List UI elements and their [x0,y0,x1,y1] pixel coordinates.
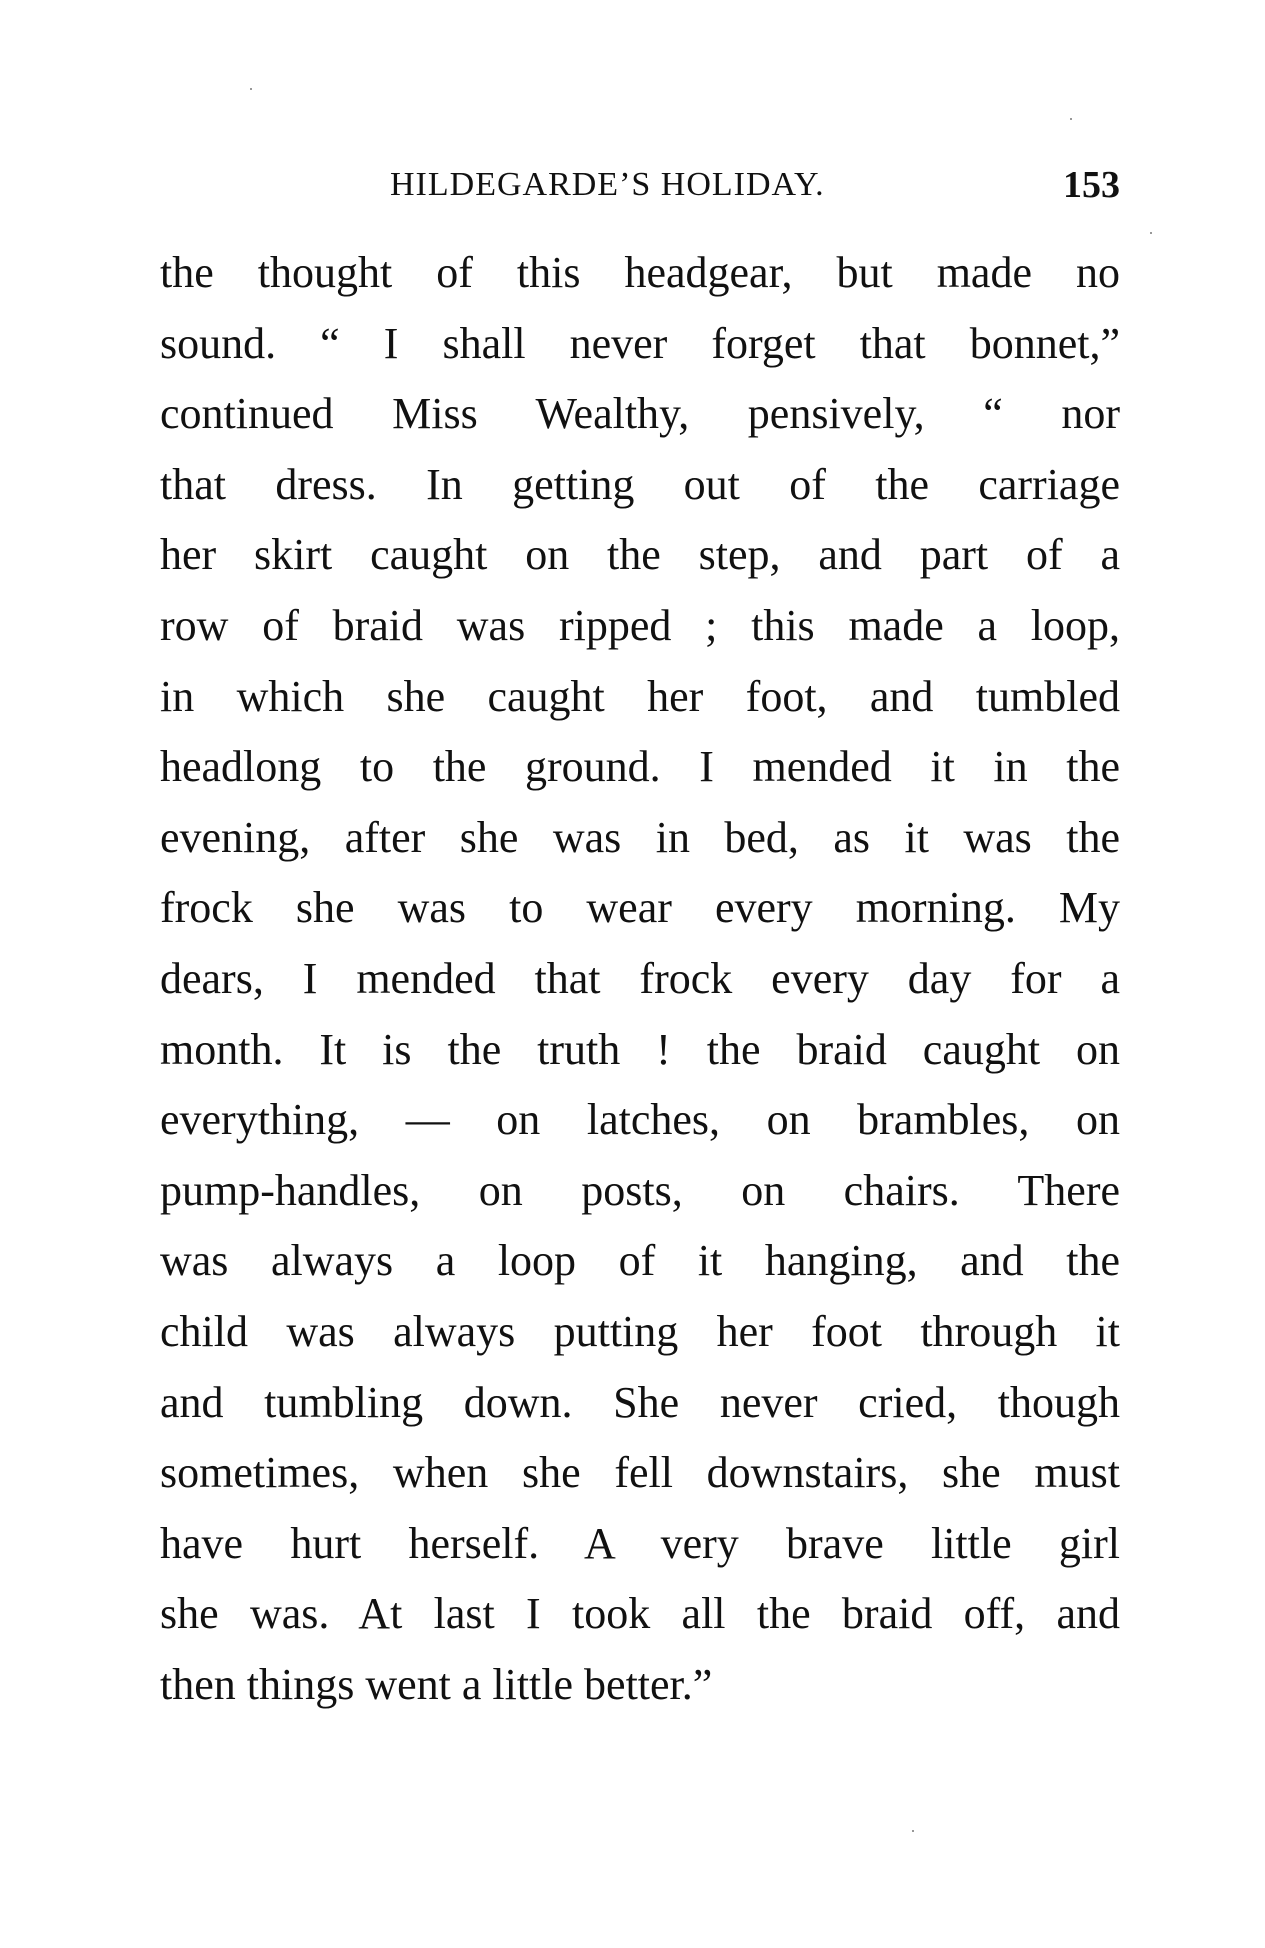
text-line: sometimes, when she fell downstairs, she must [160,1448,1120,1498]
text-line: month. It is the truth ! the braid caught on [160,1024,1120,1074]
text-line: sound. “ I shall never forget that bonnet,” [160,318,1120,368]
text-line: in which she caught her foot, and tumbled [160,671,1120,721]
text-line: child was always putting her foot through it [160,1306,1120,1356]
text-line: and tumbling down. She never cried, though [160,1377,1120,1427]
text-line: headlong to the ground. I mended it in the [160,742,1120,792]
text-line: continued Miss Wealthy, pensively, “ nor [160,389,1120,439]
text-line: her skirt caught on the step, and part of a [160,530,1120,580]
text-line: was always a loop of it hanging, and the [160,1236,1120,1286]
paper-speck [250,88,252,90]
text-line: pump-handles, on posts, on chairs. There [160,1165,1120,1215]
running-title: HILDEGARDE’S HOLIDAY. [390,166,825,203]
text-line: dears, I mended that frock every day for a [160,953,1120,1003]
running-head [160,160,1120,210]
text-line: that dress. In getting out of the carriage [160,459,1120,509]
text-line: have hurt herself. A very brave little girl [160,1518,1120,1568]
body-text [160,238,1120,1720]
paper-speck [912,1830,914,1832]
text-line: then things went a little better.” [160,1659,713,1709]
text-line: frock she was to wear every morning. My [160,883,1120,933]
text-line: row of braid was ripped ; this made a loop, [160,600,1120,650]
paper-speck [1150,232,1152,234]
page-number: 153 [1063,164,1120,206]
text-line: she was. At last I took all the braid off, and [160,1589,1120,1639]
text-line: everything, — on latches, on brambles, on [160,1095,1120,1145]
text-line: evening, after she was in bed, as it was the [160,812,1120,862]
text-line: the thought of this headgear, but made no [160,248,1120,297]
paper-speck [1070,118,1072,120]
